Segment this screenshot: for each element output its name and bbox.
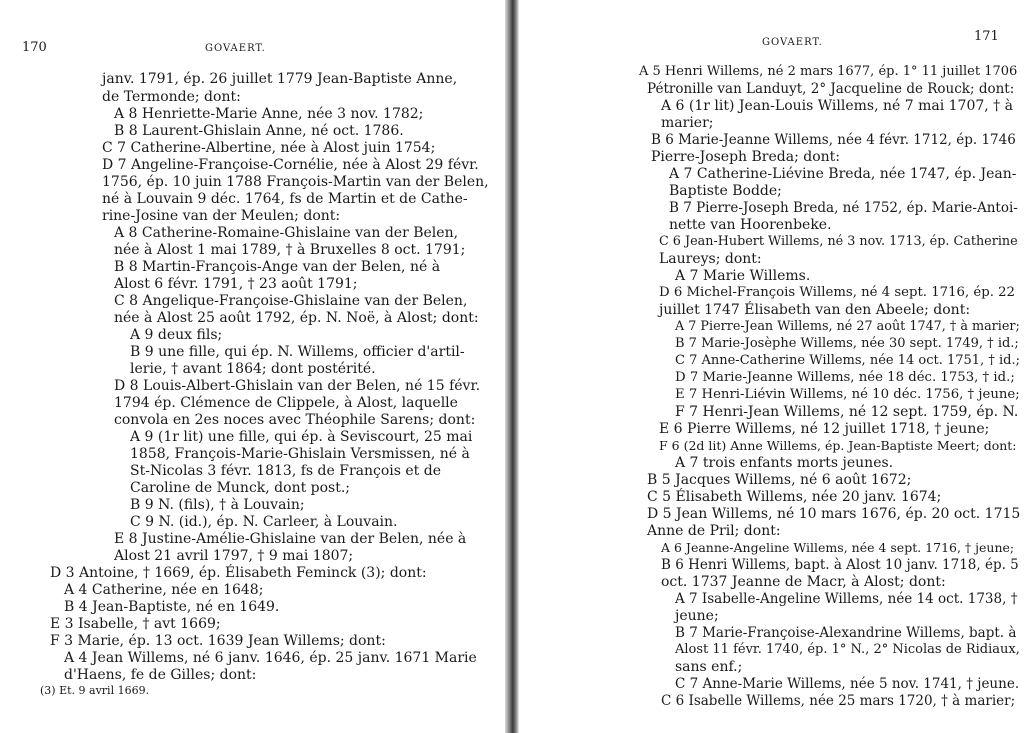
text-line: A 5 Henri Willems, né 2 mars 1677, ép. 1° 11 juillet 1706 — [639, 64, 1018, 79]
text-line: B 7 Marie-Françoise-Alexandrine Willems, bapt. à — [675, 625, 1017, 641]
text-line: D 5 Jean Willems, né 10 mars 1676, ép. 20 oct. 1715 — [647, 506, 1021, 522]
text-line: D 3 Antoine, † 1669, ép. Élisabeth Feminck (3); dont: — [50, 565, 427, 581]
text-line: A 9 deux fils; — [130, 327, 223, 343]
text-line: A 7 Catherine-Liévine Breda, née 1747, ép. Jean- — [669, 166, 1017, 182]
text-line: lerie, † avant 1864; dont postérité. — [130, 361, 376, 377]
text-line: C 7 Anne-Catherine Willems, née 14 oct. 1751, † id.; — [675, 353, 1020, 368]
text-line: B 8 Martin-François-Ange van der Belen, né à — [114, 259, 441, 275]
text-line: C 6 Isabelle Willems, née 25 mars 1720, † à marier; — [661, 693, 1016, 709]
text-line: F 6 (2d lit) Anne Willems, ép. Jean-Baptiste Meert; dont: — [659, 438, 1017, 453]
text-line: D 7 Marie-Jeanne Willems, née 18 déc. 1753, † id.; — [675, 370, 1015, 385]
running-head: GOVAERT. — [762, 37, 823, 48]
running-head: GOVAERT. — [205, 43, 266, 54]
text-line: C 5 Élisabeth Willems, née 20 janv. 1674; — [647, 489, 942, 505]
text-line: juillet 1747 Élisabeth van den Abeele; dont: — [659, 302, 971, 318]
footnote: (3) Et. 9 avril 1669. — [40, 684, 150, 697]
text-line: E 7 Henri-Liévin Willems, né 10 déc. 1756, † jeune; — [675, 387, 1020, 402]
text-line: nette van Hoorenbeke. — [669, 217, 832, 233]
text-line: jeune; — [675, 608, 719, 624]
text-line: Laureys; dont: — [659, 251, 762, 267]
text-line: Alost 21 avril 1797, † 9 mai 1807; — [114, 548, 354, 564]
text-line: D 6 Michel-François Willems, né 4 sept. 1716, ép. 22 — [659, 285, 1015, 300]
text-line: Caroline de Munck, dont post.; — [130, 480, 351, 496]
text-line: B 8 Laurent-Ghislain Anne, né oct. 1786. — [114, 123, 404, 139]
text-line: A 4 Catherine, née en 1648; — [64, 582, 264, 598]
text-line: janv. 1791, ép. 26 juillet 1779 Jean-Baptiste Anne, — [102, 71, 458, 87]
page-number: 170 — [22, 40, 47, 55]
text-line: née à Alost 25 août 1792, ép. N. Noë, à Alost; dont: — [114, 310, 479, 326]
text-line: A 6 (1r lit) Jean-Louis Willems, né 7 mai 1707, † à — [661, 98, 1013, 114]
text-line: Alost 6 févr. 1791, † 23 août 1791; — [114, 276, 358, 292]
text-line: St-Nicolas 3 févr. 1813, fs de François et de — [130, 463, 441, 479]
text-line: B 9 N. (fils), † à Louvain; — [130, 497, 305, 513]
text-line: C 9 N. (id.), ép. N. Carleer, à Louvain. — [130, 514, 398, 530]
text-line: 1794 ép. Clémence de Clippele, à Alost, laquelle — [114, 395, 458, 411]
text-line: A 7 trois enfants morts jeunes. — [675, 455, 894, 471]
text-line: E 6 Pierre Willems, né 12 juillet 1718, † jeune; — [659, 421, 990, 437]
text-line: B 7 Pierre-Joseph Breda, né 1752, ép. Marie-Antoi- — [669, 200, 1018, 216]
text-line: C 8 Angelique-Françoise-Ghislaine van der Belen, — [114, 293, 468, 309]
text-line: A 6 Jeanne-Angeline Willems, née 4 sept. 1716, † jeune; — [661, 540, 1015, 555]
text-line: B 6 Marie-Jeanne Willems, née 4 févr. 1712, ép. 1746 — [651, 132, 1016, 148]
text-line: 1858, François-Marie-Ghislain Versmissen, né à — [130, 446, 470, 462]
text-line: Pierre-Joseph Breda; dont: — [651, 149, 841, 165]
text-line: 1756, ép. 10 juin 1788 François-Martin van der Belen, — [102, 174, 489, 190]
text-line: convola en 2es noces avec Théophile Sarens; dont: — [114, 412, 476, 428]
text-line: A 9 (1r lit) une fille, qui ép. à Seviscourt, 25 mai — [130, 429, 473, 445]
text-line: né à Louvain 9 déc. 1764, fs de Martin et de Cathe- — [102, 191, 468, 207]
text-line: E 3 Isabelle, † avt 1669; — [50, 616, 221, 632]
text-line: Anne de Pril; dont: — [647, 523, 781, 539]
text-line: B 7 Marie-Josèphe Willems, née 30 sept. 1749, † id.; — [675, 336, 1019, 351]
text-line: F 7 Henri-Jean Willems, né 12 sept. 1759, ép. N. — [675, 404, 1019, 420]
text-line: C 7 Catherine-Albertine, née à Alost juin 1754; — [102, 140, 436, 156]
right-page — [519, 0, 1024, 733]
text-line: F 3 Marie, ép. 13 oct. 1639 Jean Willems; dont: — [50, 633, 386, 649]
text-line: C 7 Anne-Marie Willems, née 5 nov. 1741, † jeune. — [675, 676, 1020, 692]
page-number: 171 — [974, 29, 999, 44]
text-line: B 5 Jacques Willems, né 6 août 1672; — [647, 472, 912, 488]
text-line: Pétronille van Landuyt, 2° Jacqueline de Rouck; dont: — [647, 81, 1015, 97]
text-line: de Termonde; dont: — [102, 89, 241, 105]
text-line: A 4 Jean Willems, né 6 janv. 1646, ép. 25 janv. 1671 Marie — [64, 650, 477, 666]
text-line: A 8 Henriette-Marie Anne, née 3 nov. 1782; — [114, 106, 424, 122]
text-line: marier; — [661, 115, 714, 131]
text-line: rine-Josine van der Meulen; dont: — [102, 208, 341, 224]
text-line: A 7 Isabelle-Angeline Willems, née 14 oct. 1738, † — [675, 591, 1018, 607]
book-gutter — [505, 0, 519, 733]
text-line: sans enf.; — [675, 659, 743, 675]
left-page — [0, 0, 505, 733]
text-line: D 8 Louis-Albert-Ghislain van der Belen, né 15 févr. — [114, 378, 481, 394]
text-line: D 7 Angeline-Françoise-Cornélie, née à Alost 29 févr. — [102, 157, 479, 173]
text-line: B 9 une fille, qui ép. N. Willems, officier d'artil- — [130, 344, 465, 360]
text-line: Baptiste Bodde; — [669, 183, 782, 199]
text-line: E 8 Justine-Amélie-Ghislaine van der Belen, née à — [114, 531, 467, 547]
text-line: d'Haens, fe de Gilles; dont: — [64, 667, 257, 683]
text-line: Alost 11 févr. 1740, ép. 1° N., 2° Nicolas de Ridiaux, — [675, 642, 1020, 657]
text-line: A 7 Pierre-Jean Willems, né 27 août 1747, † à marier; — [675, 319, 1020, 334]
text-line: A 7 Marie Willems. — [675, 268, 811, 284]
text-line: B 4 Jean-Baptiste, né en 1649. — [64, 599, 280, 615]
text-line: B 6 Henri Willems, bapt. à Alost 10 janv. 1718, ép. 5 — [661, 557, 1019, 573]
text-line: C 6 Jean-Hubert Willems, né 3 nov. 1713, ép. Catherine — [659, 234, 1018, 249]
text-line: née à Alost 1 mai 1789, † à Bruxelles 8 oct. 1791; — [114, 242, 466, 258]
text-line: oct. 1737 Jeanne de Macr, à Alost; dont: — [661, 574, 946, 590]
text-line: A 8 Catherine-Romaine-Ghislaine van der Belen, — [114, 225, 459, 241]
